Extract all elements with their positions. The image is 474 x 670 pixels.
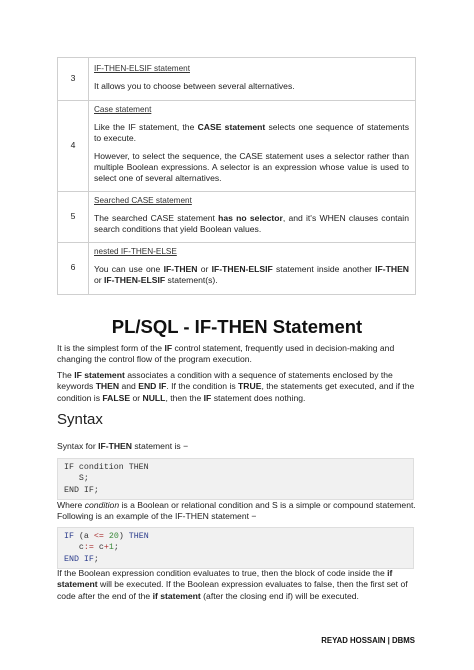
row-title: IF-THEN-ELSIF statement — [94, 63, 190, 73]
row-text: However, to select the sequence, the CASE statement uses a selector rather than multiple Boolean expressions. A selector is an expression whose value is used to select one of several alternatives. — [94, 150, 409, 184]
table-row — [58, 191, 416, 242]
italic-run: condition — [84, 500, 120, 510]
bold-run: if statement — [152, 590, 201, 601]
section-heading-syntax: Syntax — [57, 411, 103, 428]
row-text — [94, 122, 409, 145]
table-row — [58, 58, 416, 101]
row-title: nested IF-THEN-ELSE — [94, 247, 177, 257]
text-run: (after the closing end if) will be executed. — [200, 590, 359, 601]
code-line: S; — [64, 474, 89, 484]
table-row — [58, 242, 416, 294]
code-text: c — [93, 543, 104, 553]
code-text: (a — [73, 532, 94, 541]
text-run: associates a condition with a sequence of statements enclosed by the keywords — [57, 370, 393, 392]
text-run: is a Boolean or relational condition and S is a simple or compound statement. Following is an example of the IF-THEN statement − — [57, 500, 416, 522]
code-keyword: THEN — [128, 532, 149, 541]
text-run: , and it's WHEN clauses contain search conditions that yield Boolean values. — [94, 212, 409, 234]
code-line — [64, 542, 413, 553]
text-run: statement inside another — [272, 264, 376, 275]
bold-run: has no selector — [218, 212, 283, 223]
bold-run: END IF — [138, 381, 167, 392]
code-operator: := — [83, 543, 94, 553]
bold-run: IF-THEN-ELSIF — [211, 264, 273, 275]
row-text — [94, 213, 409, 236]
code-keyword: END — [64, 554, 79, 564]
bold-run: FALSE — [102, 392, 131, 403]
row-description — [89, 101, 416, 192]
code-text: ; — [113, 543, 119, 553]
text-run: Syntax for — [57, 441, 99, 451]
row-title: Case statement — [94, 105, 152, 114]
row-description — [89, 58, 416, 101]
row-number: 3 — [58, 58, 89, 101]
text-run: You can use one — [94, 264, 164, 275]
text-run: will be executed. If the Boolean expression evaluates to false, then the first set of code after the end of the — [57, 579, 408, 601]
row-description — [89, 191, 416, 242]
where-paragraph — [57, 500, 417, 523]
bold-run: IF — [164, 343, 173, 353]
row-number: 5 — [58, 191, 89, 242]
table-row — [58, 101, 416, 192]
code-text: c — [64, 543, 84, 553]
page-footer: REYAD HOSSAIN | DBMS — [321, 636, 415, 645]
row-number: 4 — [58, 101, 89, 192]
code-keyword: IF — [64, 532, 74, 541]
text-run: If the Boolean expression condition evaluates to true, then the block of code inside the — [57, 568, 388, 578]
text-run: or — [94, 275, 105, 286]
text-run: , then the — [165, 392, 204, 403]
row-description — [89, 242, 416, 294]
text-run: The searched CASE statement — [94, 212, 219, 223]
code-line — [64, 531, 413, 542]
row-text: It allows you to choose between several alternatives. — [94, 80, 295, 91]
bold-run: TRUE — [238, 381, 262, 392]
text-run: selects one sequence of statements to execute. — [94, 121, 409, 144]
syntax-lead — [57, 441, 417, 452]
code-text: ) — [118, 532, 129, 541]
bold-run: NULL — [142, 392, 166, 403]
bold-run: IF-THEN — [375, 264, 410, 275]
example-code-block — [57, 527, 414, 569]
code-line: END IF; — [64, 485, 99, 495]
text-run: statement does nothing. — [211, 392, 306, 403]
code-line: IF condition THEN — [64, 463, 149, 472]
final-paragraph — [57, 568, 417, 602]
bold-run: IF-THEN — [98, 441, 132, 451]
page-title: PL/SQL - IF-THEN Statement — [111, 316, 363, 337]
text-run: Where — [57, 500, 85, 510]
bold-run: IF — [203, 392, 212, 403]
row-number: 6 — [58, 242, 89, 294]
row-title: Searched CASE statement — [94, 195, 192, 205]
text-run: control statement, frequently used in decision-making and changing the control flow of the program execution. — [57, 343, 395, 365]
bold-run: CASE statement — [197, 121, 266, 132]
text-run: It is the simplest form of the — [57, 343, 165, 353]
bold-run: IF-THEN-ELSIF — [104, 275, 166, 286]
statement-types-table — [57, 57, 416, 295]
code-line — [64, 554, 413, 565]
text-run: or — [197, 264, 212, 275]
code-number: 1 — [108, 543, 114, 553]
text-run: . If the condition is — [166, 381, 239, 392]
text-run: Like the IF statement, the — [94, 121, 198, 132]
bold-run: if statement — [57, 568, 393, 590]
code-operator: + — [103, 543, 109, 553]
syntax-code-block — [57, 458, 414, 500]
text-run: statement is − — [131, 441, 189, 451]
text-run: , the statements get executed, and if the condition is — [57, 381, 415, 403]
intro-paragraph — [57, 343, 417, 366]
row-text — [94, 264, 409, 287]
bold-run: IF-THEN — [163, 264, 198, 275]
text-run: or — [130, 392, 143, 403]
bold-run: THEN — [95, 381, 120, 392]
text-run: statement(s). — [165, 275, 218, 286]
bold-run: IF statement — [74, 370, 125, 380]
text-run: The — [57, 370, 75, 380]
code-text: ; — [93, 554, 99, 564]
code-number: 20 — [108, 532, 119, 541]
code-keyword: IF — [83, 554, 94, 564]
text-run: and — [119, 381, 139, 392]
if-statement-paragraph — [57, 370, 417, 404]
code-operator: <= — [93, 532, 104, 541]
